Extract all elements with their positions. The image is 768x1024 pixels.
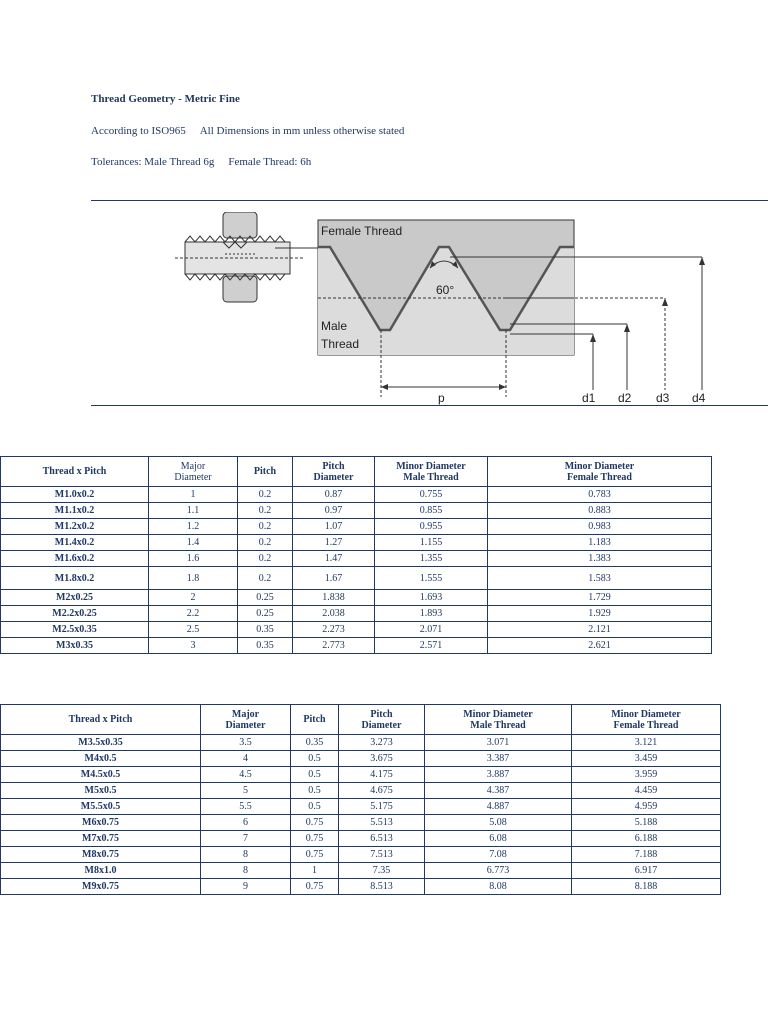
value-cell: 0.75: [291, 831, 339, 847]
value-cell: 6.188: [572, 831, 721, 847]
col-thread-pitch: Thread x Pitch: [1, 705, 201, 735]
table-row: [1, 863, 721, 879]
value-cell: 0.75: [291, 847, 339, 863]
value-cell: 4: [201, 751, 291, 767]
table-row: [1, 622, 712, 638]
dimensions-note: All Dimensions in mm unless otherwise stated: [199, 125, 405, 137]
value-cell: 2.121: [488, 622, 712, 638]
value-cell: 3.959: [572, 767, 721, 783]
table-row: [1, 590, 712, 606]
thread-size-cell: M9x0.75: [1, 879, 201, 895]
value-cell: 1.838: [293, 590, 375, 606]
table-row: [1, 815, 721, 831]
value-cell: 4.459: [572, 783, 721, 799]
col-minor-female: Minor Diameter Female Thread: [572, 705, 721, 735]
table-row: [1, 487, 712, 503]
value-cell: 0.983: [488, 519, 712, 535]
d1-label: d1: [582, 391, 596, 405]
value-cell: 3.5: [201, 735, 291, 751]
table2-body: [1, 735, 721, 895]
col-pitch: Pitch: [291, 705, 339, 735]
value-cell: 2.621: [488, 638, 712, 654]
value-cell: 2.038: [293, 606, 375, 622]
value-cell: 3.459: [572, 751, 721, 767]
thread-size-cell: M5x0.5: [1, 783, 201, 799]
value-cell: 6.08: [425, 831, 572, 847]
angle-label: 60°: [436, 283, 455, 297]
table-row: [1, 831, 721, 847]
value-cell: 4.887: [425, 799, 572, 815]
value-cell: 5.513: [339, 815, 425, 831]
value-cell: 2: [149, 590, 238, 606]
thread-profile: [318, 220, 574, 397]
col-major-diameter: Major Diameter: [201, 705, 291, 735]
value-cell: 1.893: [375, 606, 488, 622]
thread-size-cell: M3.5x0.35: [1, 735, 201, 751]
value-cell: 0.755: [375, 487, 488, 503]
table-row: [1, 606, 712, 622]
thread-size-cell: M4x0.5: [1, 751, 201, 767]
thread-size-cell: M1.1x0.2: [1, 503, 149, 519]
value-cell: 2.071: [375, 622, 488, 638]
thread-size-cell: M4.5x0.5: [1, 767, 201, 783]
value-cell: 0.35: [238, 622, 293, 638]
value-cell: 0.855: [375, 503, 488, 519]
value-cell: 2.273: [293, 622, 375, 638]
value-cell: 4.959: [572, 799, 721, 815]
value-cell: 2.773: [293, 638, 375, 654]
male-tolerance: Tolerances: Male Thread 6g: [91, 156, 215, 168]
d4-label: d4: [692, 391, 706, 405]
col-thread-pitch: Thread x Pitch: [1, 457, 149, 487]
value-cell: 1.183: [488, 535, 712, 551]
table-row: [1, 847, 721, 863]
value-cell: 2.5: [149, 622, 238, 638]
value-cell: 0.25: [238, 590, 293, 606]
value-cell: 0.35: [238, 638, 293, 654]
value-cell: 1.155: [375, 535, 488, 551]
bolt-nut-sketch: [175, 212, 318, 302]
value-cell: 4.175: [339, 767, 425, 783]
value-cell: 7.513: [339, 847, 425, 863]
thread-table-2: [0, 704, 721, 895]
thread-size-cell: M2.5x0.35: [1, 622, 149, 638]
value-cell: 0.2: [238, 487, 293, 503]
value-cell: 5: [201, 783, 291, 799]
value-cell: 0.2: [238, 519, 293, 535]
value-cell: 1.27: [293, 535, 375, 551]
value-cell: 1.4: [149, 535, 238, 551]
value-cell: 0.5: [291, 799, 339, 815]
value-cell: 0.5: [291, 751, 339, 767]
table-row: [1, 551, 712, 567]
table-row: [1, 535, 712, 551]
value-cell: 7.35: [339, 863, 425, 879]
table-header-row: [1, 705, 721, 735]
table-row: [1, 519, 712, 535]
col-minor-male: Minor Diameter Male Thread: [375, 457, 488, 487]
table-row: [1, 638, 712, 654]
value-cell: 1.693: [375, 590, 488, 606]
value-cell: 0.75: [291, 879, 339, 895]
value-cell: 0.5: [291, 783, 339, 799]
value-cell: 0.2: [238, 567, 293, 590]
table-row: [1, 751, 721, 767]
table-row: [1, 503, 712, 519]
thread-size-cell: M8x0.75: [1, 847, 201, 863]
value-cell: 6.773: [425, 863, 572, 879]
value-cell: 4.387: [425, 783, 572, 799]
value-cell: 1: [149, 487, 238, 503]
value-cell: 4.5: [201, 767, 291, 783]
thread-diagram: [175, 212, 735, 407]
page-title: Thread Geometry - Metric Fine: [91, 93, 240, 105]
col-pitch-diameter: Pitch Diameter: [293, 457, 375, 487]
value-cell: 1.67: [293, 567, 375, 590]
thread-size-cell: M1.8x0.2: [1, 567, 149, 590]
table-row: [1, 879, 721, 895]
male-thread-label-line2: Thread: [321, 337, 360, 351]
thread-table-1: [0, 456, 712, 654]
value-cell: 3.071: [425, 735, 572, 751]
col-minor-male: Minor Diameter Male Thread: [425, 705, 572, 735]
table-row: [1, 767, 721, 783]
value-cell: 1.47: [293, 551, 375, 567]
value-cell: 1.8: [149, 567, 238, 590]
table-header-row: [1, 457, 712, 487]
dimension-arrows: [590, 257, 705, 342]
value-cell: 9: [201, 879, 291, 895]
thread-size-cell: M8x1.0: [1, 863, 201, 879]
value-cell: 8.08: [425, 879, 572, 895]
value-cell: 0.35: [291, 735, 339, 751]
pitch-label: p: [438, 391, 445, 405]
value-cell: 0.955: [375, 519, 488, 535]
value-cell: 0.97: [293, 503, 375, 519]
col-minor-female: Minor Diameter Female Thread: [488, 457, 712, 487]
standard-text: According to ISO965: [91, 125, 186, 137]
table-row: [1, 567, 712, 590]
col-pitch: Pitch: [238, 457, 293, 487]
value-cell: 1.6: [149, 551, 238, 567]
value-cell: 3.675: [339, 751, 425, 767]
value-cell: 0.5: [291, 767, 339, 783]
thread-size-cell: M1.0x0.2: [1, 487, 149, 503]
d2-label: d2: [618, 391, 632, 405]
thread-size-cell: M6x0.75: [1, 815, 201, 831]
value-cell: 0.783: [488, 487, 712, 503]
value-cell: 1.355: [375, 551, 488, 567]
value-cell: 5.08: [425, 815, 572, 831]
value-cell: 0.883: [488, 503, 712, 519]
value-cell: 8.188: [572, 879, 721, 895]
d3-label: d3: [656, 391, 670, 405]
table-row: [1, 799, 721, 815]
value-cell: 8.513: [339, 879, 425, 895]
value-cell: 1.929: [488, 606, 712, 622]
value-cell: 5.5: [201, 799, 291, 815]
col-pitch-diameter: Pitch Diameter: [339, 705, 425, 735]
table-row: [1, 735, 721, 751]
value-cell: 0.87: [293, 487, 375, 503]
value-cell: 1: [291, 863, 339, 879]
value-cell: 0.2: [238, 535, 293, 551]
value-cell: 6.513: [339, 831, 425, 847]
value-cell: 1.1: [149, 503, 238, 519]
male-thread-label-line1: Male: [321, 319, 348, 333]
value-cell: 2.2: [149, 606, 238, 622]
top-divider: [91, 200, 768, 201]
value-cell: 0.25: [238, 606, 293, 622]
value-cell: 3.121: [572, 735, 721, 751]
thread-size-cell: M2.2x0.25: [1, 606, 149, 622]
thread-size-cell: M3x0.35: [1, 638, 149, 654]
thread-size-cell: M7x0.75: [1, 831, 201, 847]
thread-size-cell: M1.4x0.2: [1, 535, 149, 551]
value-cell: 1.383: [488, 551, 712, 567]
thread-size-cell: M2x0.25: [1, 590, 149, 606]
value-cell: 1.2: [149, 519, 238, 535]
value-cell: 2.571: [375, 638, 488, 654]
thread-size-cell: M5.5x0.5: [1, 799, 201, 815]
thread-size-cell: M1.2x0.2: [1, 519, 149, 535]
value-cell: 3: [149, 638, 238, 654]
value-cell: 4.675: [339, 783, 425, 799]
value-cell: 3.273: [339, 735, 425, 751]
value-cell: 3.387: [425, 751, 572, 767]
value-cell: 1.555: [375, 567, 488, 590]
value-cell: 6.917: [572, 863, 721, 879]
value-cell: 0.75: [291, 815, 339, 831]
table-row: [1, 783, 721, 799]
value-cell: 3.887: [425, 767, 572, 783]
value-cell: 1.729: [488, 590, 712, 606]
value-cell: 1.583: [488, 567, 712, 590]
value-cell: 6: [201, 815, 291, 831]
value-cell: 7.188: [572, 847, 721, 863]
value-cell: 8: [201, 847, 291, 863]
thread-size-cell: M1.6x0.2: [1, 551, 149, 567]
table1-body: [1, 487, 712, 654]
value-cell: 0.2: [238, 503, 293, 519]
bottom-divider: [91, 405, 768, 406]
standard-line: [91, 125, 404, 137]
value-cell: 7.08: [425, 847, 572, 863]
value-cell: 5.188: [572, 815, 721, 831]
value-cell: 1.07: [293, 519, 375, 535]
female-tolerance: Female Thread: 6h: [228, 156, 312, 168]
female-thread-label: Female Thread: [321, 224, 403, 238]
value-cell: 7: [201, 831, 291, 847]
col-major-diameter: Major Diameter: [149, 457, 238, 487]
value-cell: 8: [201, 863, 291, 879]
value-cell: 0.2: [238, 551, 293, 567]
value-cell: 5.175: [339, 799, 425, 815]
tolerance-line: [91, 156, 311, 168]
